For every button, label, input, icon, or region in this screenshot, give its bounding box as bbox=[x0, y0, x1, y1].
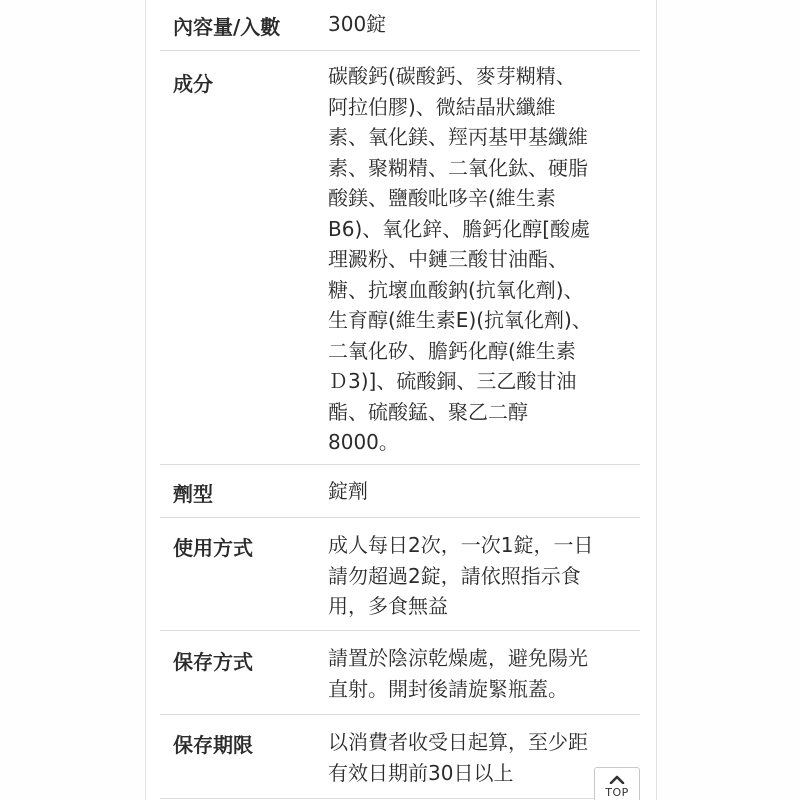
spec-row-ingredients bbox=[160, 51, 640, 465]
spec-row-content bbox=[160, 0, 640, 51]
spec-value: 成人每日2次，一次1錠，一日 請勿超過2錠，請依照指示食 用，多食無益 bbox=[328, 533, 594, 618]
spec-label: 保存方式 bbox=[173, 650, 253, 674]
chevron-up-icon bbox=[609, 774, 625, 784]
spec-row-shelf-life bbox=[160, 715, 640, 799]
back-to-top-button[interactable] bbox=[594, 767, 640, 800]
spec-label: 劑型 bbox=[173, 482, 213, 506]
spec-label: 使用方式 bbox=[173, 536, 253, 560]
spec-label: 內容量/入數 bbox=[173, 15, 281, 39]
spec-value: 碳酸鈣(碳酸鈣、麥芽糊精、 阿拉伯膠)、微結晶狀纖維 素、氧化鎂、羥丙基甲基纖維 素、聚糊精、二氧化鈦、硬脂 酸鎂、鹽酸吡哆辛(維生素 B6)、氧化鋅、膽鈣化醇[酸處 理澱粉、中鏈三酸甘油酯、 糖、抗壞血酸鈉(抗氧化劑)、 生育醇(維生素E)(抗氧化劑)、 二氧化矽、膽鈣化醇(維生素 Ｄ3)]、硫酸銅、三乙酸甘油 酯、硫酸錳、聚乙二醇 8000。 bbox=[328, 64, 592, 454]
spec-value: 錠劑 bbox=[328, 479, 368, 503]
spec-value: 以消費者收受日起算，至少距 有效日期前30日以上 bbox=[328, 730, 588, 785]
spec-row-storage bbox=[160, 631, 640, 715]
spec-value: 300錠 bbox=[328, 12, 387, 36]
back-to-top-label: TOP bbox=[605, 786, 629, 799]
spec-label: 成分 bbox=[173, 72, 213, 96]
spec-value: 請置於陰涼乾燥處，避免陽光 直射。開封後請旋緊瓶蓋。 bbox=[328, 646, 588, 701]
spec-label: 保存期限 bbox=[173, 733, 253, 757]
spec-row-dosage-form bbox=[160, 465, 640, 518]
spec-row-usage bbox=[160, 518, 640, 631]
spec-table bbox=[160, 0, 640, 799]
